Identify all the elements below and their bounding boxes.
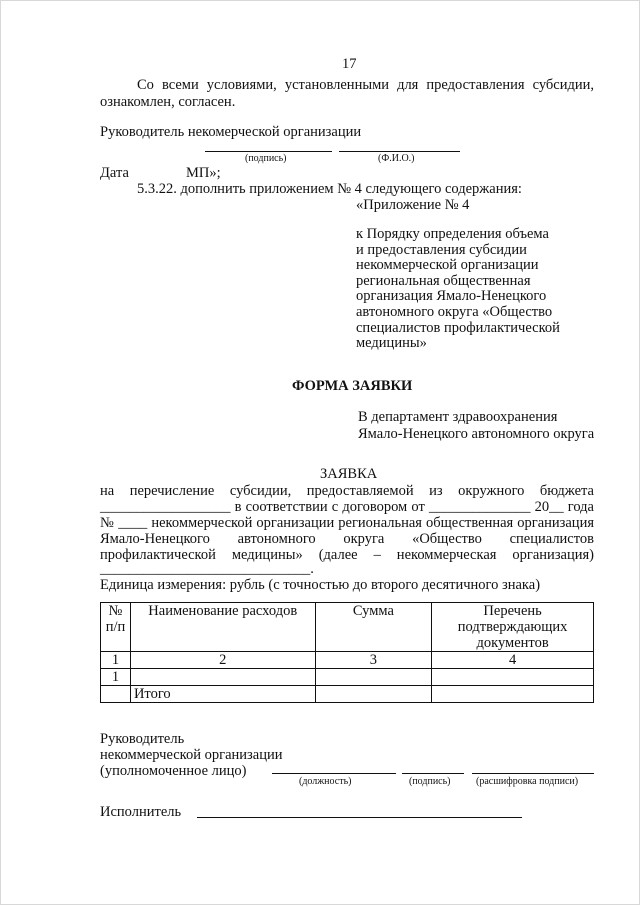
- expenses-table: [100, 602, 594, 703]
- request-title: ЗАЯВКА: [320, 466, 378, 482]
- signature-head-line-3: (уполномоченное лицо): [100, 763, 247, 779]
- table-cell: [432, 686, 594, 703]
- head-of-org-label: Руководитель некомерческой организации: [100, 124, 362, 140]
- request-line-3: № ____ некоммерческой организации региональная общественная организация: [100, 515, 594, 531]
- header-number: № п/п: [101, 603, 131, 652]
- unit-line: Единица измерения: рубль (с точностью до второго десятичного знака): [100, 577, 541, 593]
- request-line-5: профилактической медицины» (далее – некоммерческая организация): [100, 547, 594, 563]
- table-cell: 4: [432, 652, 594, 669]
- executor-line-1: [197, 817, 361, 818]
- table-cell: [432, 669, 594, 686]
- appendix-line: и предоставления субсидии: [356, 241, 527, 258]
- table-cell: 1: [101, 652, 131, 669]
- executor-label: Исполнитель: [100, 804, 182, 820]
- decode-line: [472, 773, 594, 774]
- sign-caption-2: (подпись): [409, 776, 451, 787]
- signature-head-line-2: некоммерческой организации: [100, 747, 283, 763]
- sign-caption: (подпись): [245, 153, 287, 164]
- form-title: ФОРМА ЗАЯВКИ: [292, 378, 413, 394]
- consent-line-1: Со всеми условиями, установленными для предоставления субсидии,: [137, 77, 594, 93]
- table-header-row: [101, 603, 594, 652]
- page-number: 17: [342, 56, 357, 72]
- consent-line-2: ознакомлен, согласен.: [100, 94, 236, 110]
- total-label: Итого: [130, 686, 315, 703]
- decode-caption: (расшифровка подписи): [476, 776, 579, 787]
- header-documents: Перечень подтверждающих документов: [432, 603, 594, 652]
- position-caption: (должность): [299, 776, 352, 787]
- appendix-line: медицины»: [356, 335, 427, 352]
- table-numbering-row: [101, 652, 594, 669]
- table-cell: [130, 669, 315, 686]
- position-line: [272, 773, 396, 774]
- table-cell: [315, 686, 432, 703]
- fio-line: [339, 151, 460, 152]
- appendix-block: [356, 227, 560, 352]
- header-amount: Сумма: [315, 603, 432, 652]
- appendix-line: региональная общественная: [356, 272, 531, 289]
- stamp-label: МП»;: [186, 165, 221, 181]
- amendment-line: 5.3.22. дополнить приложением № 4 следующего содержания:: [137, 181, 522, 197]
- fio-caption: (Ф.И.О.): [378, 153, 415, 164]
- request-line-2: __________________ в соответствии с договором от ______________ 20__ года: [100, 499, 594, 515]
- table-cell: [101, 686, 131, 703]
- appendix-line: организация Ямало-Ненецкого: [356, 288, 547, 305]
- signature-line: [205, 151, 332, 152]
- date-label: Дата: [100, 165, 129, 181]
- executor-line-2: [357, 817, 522, 818]
- appendix-title: «Приложение № 4: [356, 197, 470, 213]
- addressee-line-1: В департамент здравоохранения: [358, 409, 558, 425]
- table-cell: 3: [315, 652, 432, 669]
- addressee-line-2: Ямало-Ненецкого автономного округа: [358, 426, 595, 442]
- appendix-line: некоммерческой организации: [356, 257, 539, 274]
- table-cell: 2: [130, 652, 315, 669]
- appendix-line: автономного округа «Общество: [356, 303, 553, 320]
- request-line-1: на перечисление субсидии, предоставляемой из окружного бюджета: [100, 483, 594, 499]
- table-row: [101, 669, 594, 686]
- sign-line: [402, 773, 464, 774]
- header-expense-name: Наименование расходов: [130, 603, 315, 652]
- table-cell: [315, 669, 432, 686]
- signature-head-line-1: Руководитель: [100, 731, 185, 747]
- table-cell: 1: [101, 669, 131, 686]
- table-total-row: [101, 686, 594, 703]
- request-line-4: Ямало-Ненецкого автономного округа «Общество специалистов: [100, 531, 594, 547]
- request-line-6: _____________________________.: [100, 561, 314, 577]
- appendix-line: специалистов профилактической: [356, 319, 560, 336]
- appendix-line: к Порядку определения объема: [356, 226, 549, 242]
